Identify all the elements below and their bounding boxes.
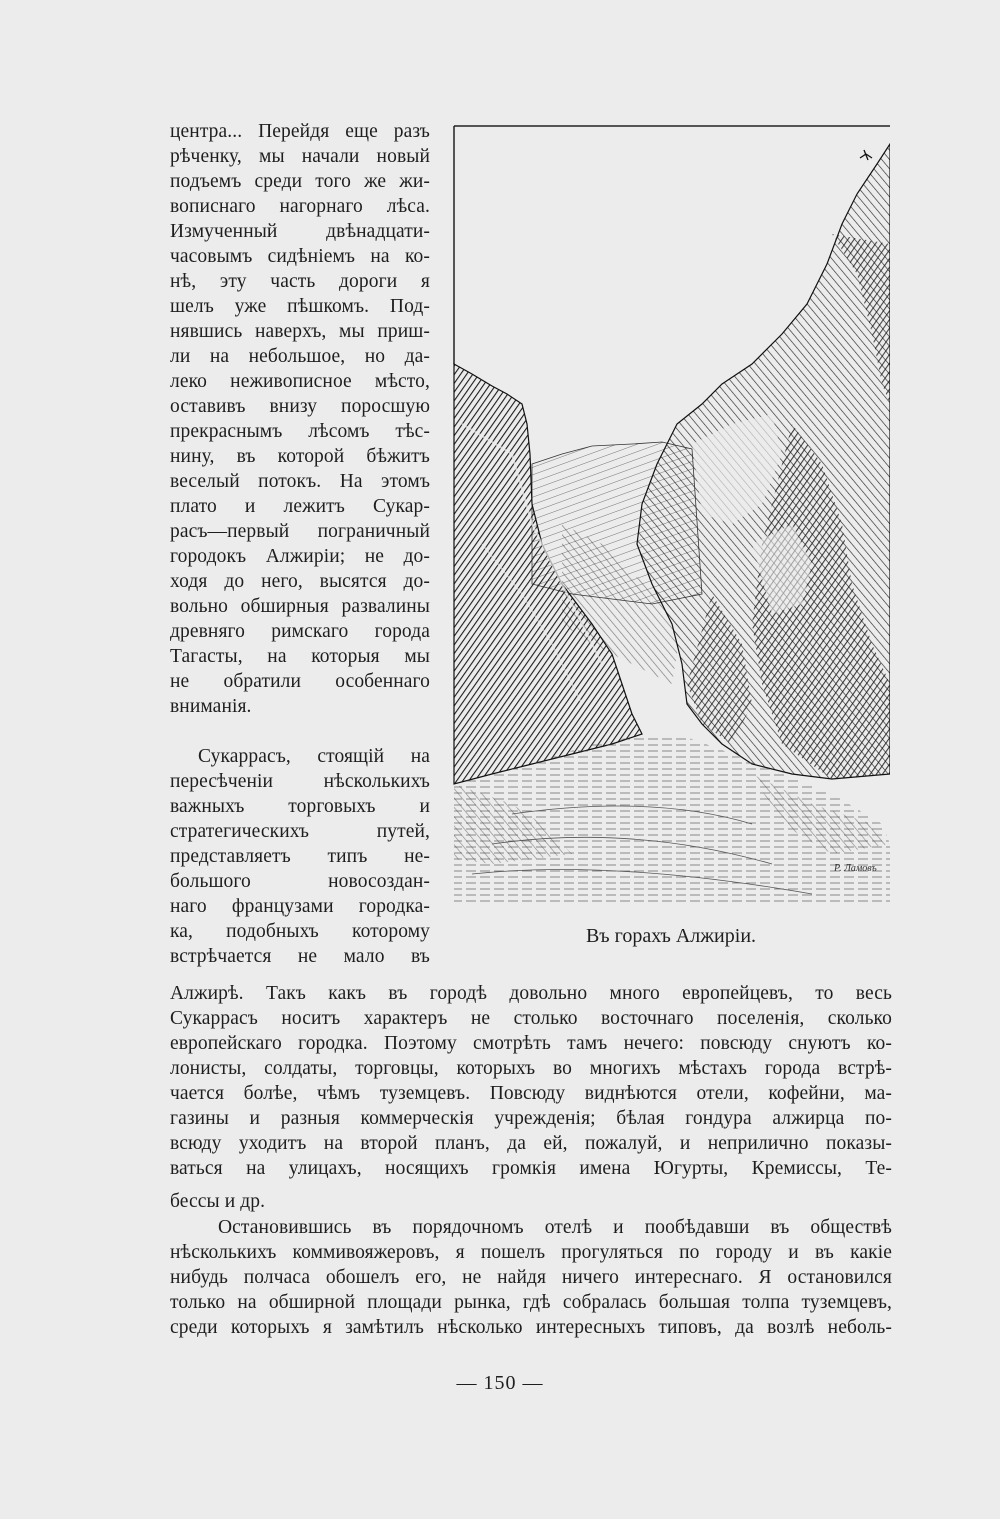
text-line: ходя до него, высятся до- (170, 571, 430, 592)
text-line: древняго римскаго города (170, 621, 430, 642)
text-line: Алжирѣ. Такъ какъ въ городѣ довольно много европейцевъ, то весь (170, 983, 892, 1004)
text-line: городокъ Алжиріи; не до- (170, 546, 430, 567)
text-line: лонисты, солдаты, торговцы, которыхъ во многихъ мѣстахъ города встрѣ- (170, 1058, 892, 1079)
text-line: веселый потокъ. На этомъ (170, 471, 430, 492)
text-line: рѣченку, мы начали новый (170, 146, 430, 167)
text-line: оставивъ внизу поросшую (170, 396, 430, 417)
text-line: подъемъ среди того же жи- (170, 171, 430, 192)
text-line: бессы и др. (170, 1191, 266, 1212)
page-number: — 150 — (456, 1372, 544, 1394)
text-line: Сукаррасъ носитъ характеръ не столько восточнаго поселенія, сколько (170, 1008, 892, 1029)
text-line: плато и лежитъ Сукар- (170, 496, 430, 517)
text-line: Тагасты, на которыя мы (170, 646, 430, 667)
text-line: стратегическихъ путей, (170, 821, 430, 842)
text-line: вольно обширныя развалины (170, 596, 430, 617)
text-line: Остановившись въ порядочномъ отелѣ и пообѣдавши въ обществѣ (218, 1217, 892, 1238)
text-line: чается болѣе, чѣмъ туземцевъ. Повсюду виднѣются отели, кофейни, ма- (170, 1083, 892, 1104)
text-line: прекраснымъ лѣсомъ тѣс- (170, 421, 430, 442)
text-line: наго французами городка- (170, 896, 430, 917)
text-line: шелъ уже пѣшкомъ. Под- (170, 296, 430, 317)
text-line: европейскаго городка. Поэтому смотрѣть тамъ нечего: повсюду снуютъ ко- (170, 1033, 892, 1054)
text-line: Сукаррасъ, стоящій на (198, 746, 430, 767)
text-line: нѣсколькихъ коммивояжеровъ, я пошелъ прогуляться по городу и въ какіе (170, 1242, 892, 1263)
text-line: ли на небольшое, но да- (170, 346, 430, 367)
illustration-signature: Р. Ламовъ (834, 863, 877, 874)
text-line: вописнаго нагорнаго лѣса. (170, 196, 430, 217)
text-line: пересѣченіи нѣсколькихъ (170, 771, 430, 792)
text-line: нѣ, эту часть дороги я (170, 271, 430, 292)
text-line: ваться на улицахъ, носящихъ громкія имена Югурты, Кремиссы, Те- (170, 1158, 892, 1179)
text-line: нину, въ которой бѣжитъ (170, 446, 430, 467)
text-line: ка, подобныхъ которому (170, 921, 430, 942)
text-line: центра... Перейдя еще разъ (170, 121, 430, 142)
text-line: нявшись наверхъ, мы приш- (170, 321, 430, 342)
text-line: леко неживописное мѣсто, (170, 371, 430, 392)
text-line: только на обширной площади рынка, гдѣ собралась большая толпа туземцевъ, (170, 1292, 892, 1313)
text-line: встрѣчается не мало въ (170, 946, 430, 967)
text-line: газины и разныя коммерческія учрежденія; бѣлая гондура алжирца по- (170, 1108, 892, 1129)
illustration-caption: Въ горахъ Алжиріи. (585, 925, 757, 947)
text-line: всюду уходитъ на второй планъ, да ей, пожалуй, и неприлично показы- (170, 1133, 892, 1154)
text-line: часовымъ сидѣніемъ на ко- (170, 246, 430, 267)
text-line: расъ—первый пограничный (170, 521, 430, 542)
gorge-illustration (452, 124, 890, 904)
text-line: важныхъ торговыхъ и (170, 796, 430, 817)
text-line: представляетъ типъ не- (170, 846, 430, 867)
text-line: не обратили особеннаго (170, 671, 430, 692)
text-line: большого новосоздан- (170, 871, 430, 892)
text-line: нибудь полчаса обошелъ его, не найдя ничего интереснаго. Я остановился (170, 1267, 892, 1288)
text-line: Измученный двѣнадцати- (170, 221, 430, 242)
text-line: вниманія. (170, 696, 252, 717)
text-line: среди которыхъ я замѣтилъ нѣсколько интересныхъ типовъ, да возлѣ неболь- (170, 1317, 892, 1338)
